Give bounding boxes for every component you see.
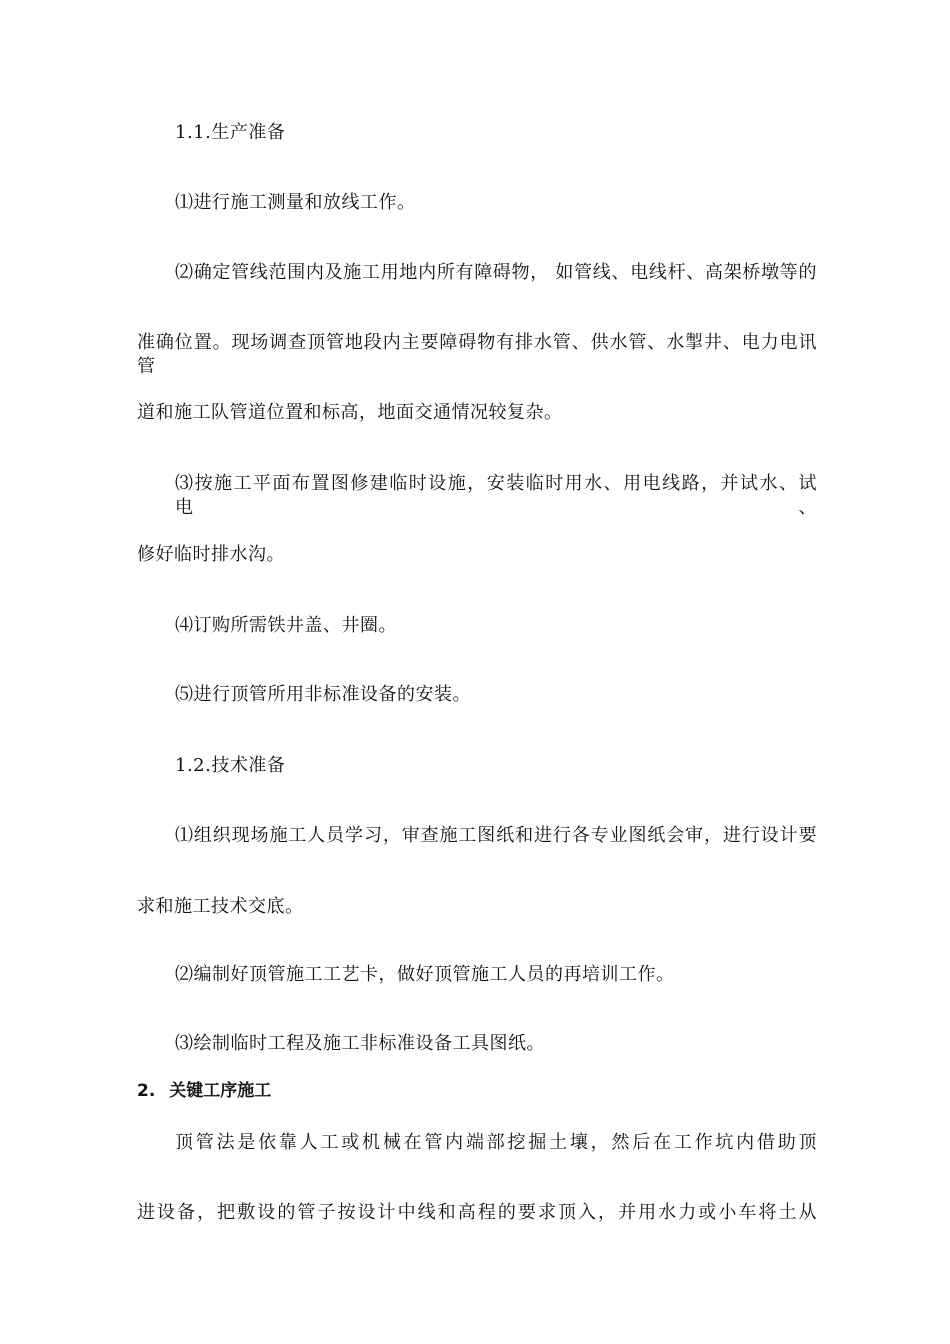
paragraph-line: ⑸进行顶管所用非标准设备的安装。 xyxy=(175,684,471,705)
paragraph-line: ⑴组织现场施工人员学习，审查施工图纸和进行各专业图纸会审，进行设计要 xyxy=(175,825,817,846)
paragraph-line: 道和施工队管道位置和标高，地面交通情况较复杂。 xyxy=(137,402,563,423)
section-title: 关键工序施工 xyxy=(169,1081,272,1101)
paragraph-line: 顶管法是依靠人工或机械在管内端部挖掘土壤，然后在工作坑内借助顶 xyxy=(175,1132,817,1153)
paragraph-line: 修好临时排水沟。 xyxy=(137,544,285,565)
paragraph-line: ⑶按施工平面布置图修建临时设施，安装临时用水、用电线路，并试水、试电、 xyxy=(175,473,817,518)
paragraph-line: 准确位置。现场调查顶管地段内主要障碍物有排水管、供水管、水掣井、电力电讯管 xyxy=(137,332,817,377)
paragraph-line: ⑷订购所需铁井盖、井圈。 xyxy=(175,615,397,636)
section-heading-2 xyxy=(137,1079,271,1103)
paragraph-line: 求和施工技术交底。 xyxy=(137,896,304,917)
paragraph-line: ⑴进行施工测量和放线工作。 xyxy=(175,192,416,213)
section-heading-1-1: 1.1.生产准备 xyxy=(175,122,286,143)
section-number: 2. xyxy=(137,1081,156,1101)
paragraph-line: ⑵编制好顶管施工工艺卡，做好顶管施工人员的再培训工作。 xyxy=(175,964,675,985)
section-heading-1-2: 1.2.技术准备 xyxy=(175,755,286,776)
paragraph-line: ⑶绘制临时工程及施工非标准设备工具图纸。 xyxy=(175,1033,545,1054)
paragraph-line: ⑵确定管线范围内及施工用地内所有障碍物， 如管线、电线杆、高架桥墩等的 xyxy=(175,262,817,283)
paragraph-line: 进设备，把敷设的管子按设计中线和高程的要求顶入，并用水力或小车将土从 xyxy=(137,1202,817,1223)
